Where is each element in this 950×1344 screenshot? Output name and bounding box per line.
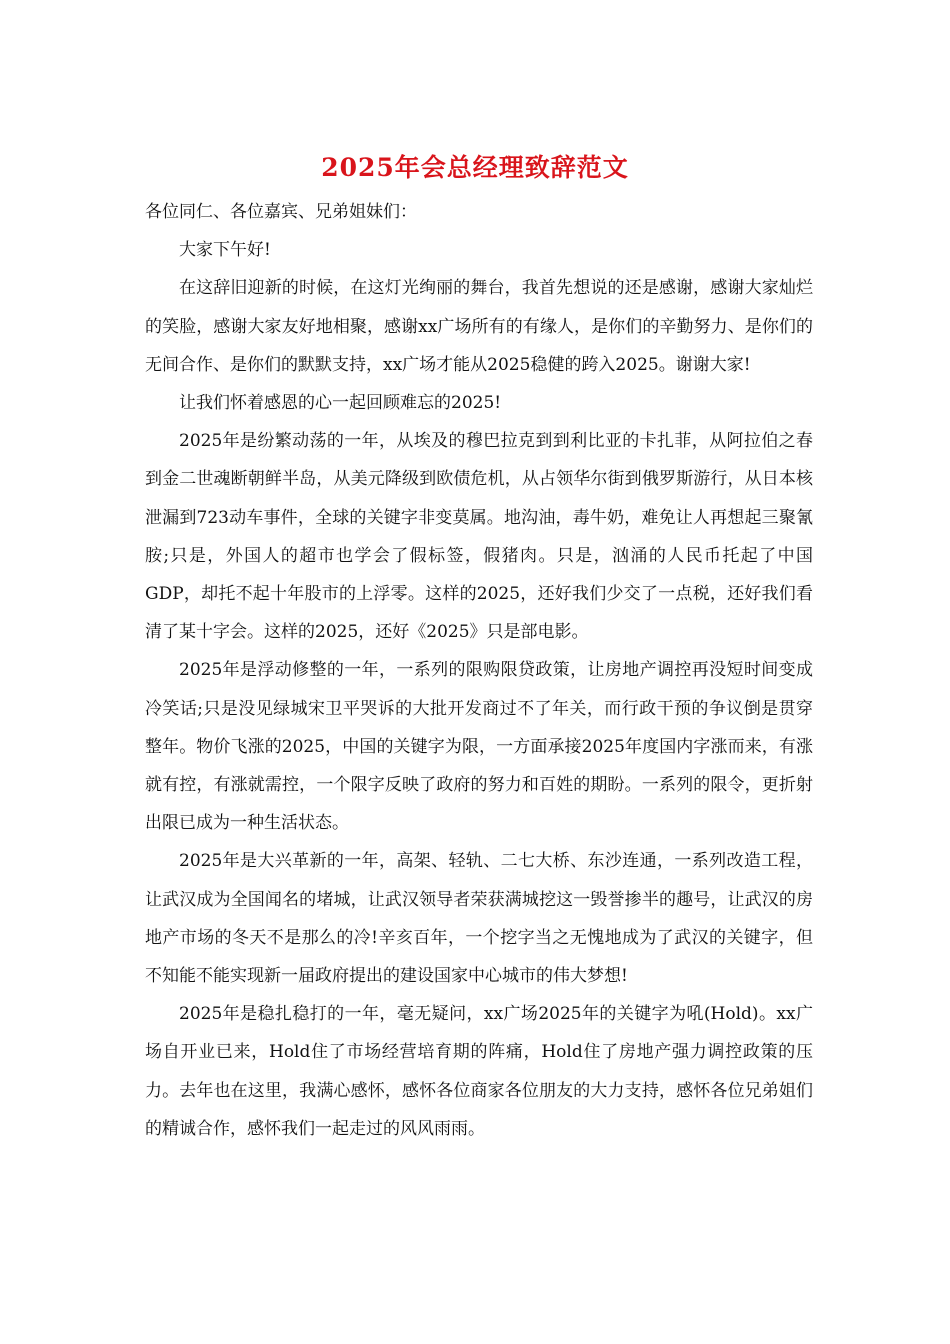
hold-paragraph: 2025年是稳扎稳打的一年，毫无疑问，xx广场2025年的关键字为吼(Hold)。xx广场自开业已来，Hold住了市场经营培育期的阵痛，Hold住了房地产强力调控政策的压力。去年也在这里，我满心感怀，感怀各位商家各位朋友的大力支持，感怀各位兄弟姐们的精诚合作，感怀我们一起走过的风风雨雨。	[145, 1004, 813, 1139]
review-intro-paragraph: 让我们怀着感恩的心一起回顾难忘的2025!	[179, 393, 502, 414]
policy-paragraph: 2025年是浮动修整的一年，一系列的限购限贷政策，让房地产调控再没短时间变成冷笑话;只是没见绿城宋卫平哭诉的大批开发商过不了年关，而行政干预的争议倒是贯穿整年。物价飞涨的2025，中国的关键字为限，一方面承接2025年度国内字涨而来，有涨就有控，有涨就需控，一个限字反映了政府的努力和百姓的期盼。一系列的限令，更折射出限已成为一种生活状态。	[145, 660, 813, 834]
salutation-paragraph: 各位同仁、各位嘉宾、兄弟姐妹们：	[145, 202, 417, 222]
thanks-paragraph: 在这辞旧迎新的时候，在这灯光绚丽的舞台，我首先想说的还是感谢，感谢大家灿烂的笑脸，感谢大家友好地相聚，感谢xx广场所有的有缘人，是你们的辛勤努力、是你们的无间合作、是你们的默默支持，xx广场才能从2025稳健的跨入2025。谢谢大家!	[145, 278, 813, 375]
document-body	[145, 193, 813, 1148]
wuhan-paragraph: 2025年是大兴革新的一年，高架、轻轨、二七大桥、东沙连通，一系列改造工程，让武汉成为全国闻名的堵城，让武汉领导者荣获满城挖这一毁誉掺半的趣号，让武汉的房地产市场的冬天不是那么的冷!辛亥百年，一个挖字当之无愧地成为了武汉的关键字，但不知能不能实现新一届政府提出的建设国家中心城市的伟大梦想!	[145, 851, 813, 987]
greeting-paragraph: 大家下午好!	[179, 240, 271, 261]
world-events-paragraph: 2025年是纷繁动荡的一年，从埃及的穆巴拉克到到利比亚的卡扎菲，从阿拉伯之春到金二世魂断朝鲜半岛，从美元降级到欧债危机，从占领华尔街到俄罗斯游行，从日本核泄漏到723动车事件，全球的关键字非变莫属。地沟油，毒牛奶，难免让人再想起三聚氰胺;只是，外国人的超市也学会了假标签，假猪肉。只是，汹涌的人民币托起了中国GDP，却托不起十年股市的上浮零。这样的2025，还好我们少交了一点税，还好我们看清了某十字会。这样的2025，还好《2025》只是部电影。	[145, 431, 813, 643]
document-title: 2025年会总经理致辞范文	[321, 153, 629, 182]
